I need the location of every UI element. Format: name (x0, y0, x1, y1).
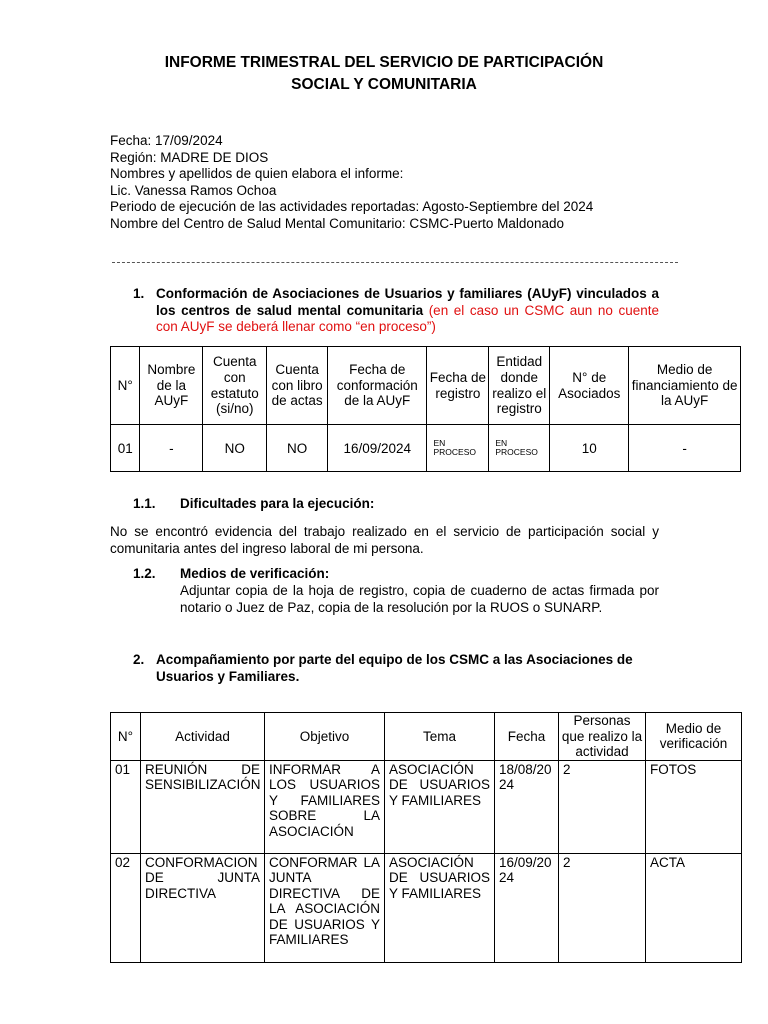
acompanamiento-header-cell: N° (111, 713, 141, 761)
section-1-heading (133, 286, 659, 336)
dificultades-text: No se encontró evidencia del trabajo realizado en el servicio de participación social y comunitaria antes del ingreso laboral de mi persona. (110, 524, 659, 556)
table-cell: ASOCIACIÓN DE USUARIOS Y FAMILIARES (385, 760, 495, 853)
subsection-1-2-number: 1.2. (133, 566, 156, 581)
auyf-header-cell: Nombre de la AUyF (140, 347, 203, 425)
table-cell: 01 (111, 425, 140, 472)
acompanamiento-header-cell: Medio de verificación (646, 713, 742, 761)
dashed-divider (112, 262, 678, 263)
table-row (111, 425, 741, 472)
table-cell: 16/09/2024 (328, 425, 427, 472)
acompanamiento-header-cell: Personas que realizo la actividad (559, 713, 646, 761)
table-cell: CONFORMACION DE JUNTA DIRECTIVA (141, 853, 265, 962)
table-cell: INFORMAR A LOS USUARIOS Y FAMILIARES SOBRE LA ASOCIACIÓN (265, 760, 385, 853)
table-cell: REUNIÓN DE SENSIBILIZACIÓN (141, 760, 265, 853)
table-cell: CONFORMAR LA JUNTA DIRECTIVA DE LA ASOCIACIÓN DE USUARIOS Y FAMILIARES (265, 853, 385, 962)
subsection-1-2-heading: Medios de verificación: (180, 566, 330, 581)
table-cell: - (140, 425, 203, 472)
table-cell: NO (203, 425, 267, 472)
auyf-header-row (111, 347, 741, 425)
acompanamiento-header-cell: Objetivo (265, 713, 385, 761)
auyf-header-cell: Fecha de registro (427, 347, 489, 425)
table-cell: 2 (559, 760, 646, 853)
report-info (110, 133, 670, 233)
subsection-1-1-number: 1.1. (133, 496, 156, 511)
auyf-header-cell: Cuenta con estatuto (si/no) (203, 347, 267, 425)
table-cell: FOTOS (646, 760, 742, 853)
acompanamiento-table (110, 712, 742, 963)
acompanamiento-header-cell: Fecha (495, 713, 559, 761)
auyf-table (110, 346, 741, 472)
periodo-line: Periodo de ejecución de las actividades reportadas: Agosto-Septiembre del 2024 (110, 199, 594, 215)
auyf-header-cell: Cuenta con libro de actas (267, 347, 328, 425)
table-cell: ACTA (646, 853, 742, 962)
title-line-2: SOCIAL Y COMUNITARIA (291, 76, 477, 93)
table-row (111, 853, 742, 962)
subsection-1-1-heading: Dificultades para la ejecución: (180, 496, 375, 511)
auyf-header-cell: Fecha de conformación de la AUyF (328, 347, 427, 425)
section-2-number: 2. (133, 652, 145, 667)
table-cell: 10 (550, 425, 629, 472)
table-cell: EN PROCESO (427, 425, 489, 472)
medios-text: Adjuntar copia de la hoja de registro, copia de cuaderno de actas firmada por notario o Juez de Paz, copia de la resolución por la RUOS o SUNARP. (180, 583, 659, 615)
nombres-label: Nombres y apellidos de quien elabora el informe: (110, 166, 404, 182)
table-cell: - (629, 425, 741, 472)
centro-line: Nombre del Centro de Salud Mental Comunitario: CSMC-Puerto Maldonado (110, 215, 564, 231)
table-cell: ASOCIACIÓN DE USUARIOS Y FAMILIARES (385, 853, 495, 962)
acompanamiento-header-cell: Tema (385, 713, 495, 761)
table-cell: NO (267, 425, 328, 472)
section-2-heading (133, 652, 659, 685)
table-cell: 02 (111, 853, 141, 962)
section-1-note: (en el caso un CSMC aun no cuente con AUyF se deberá llenar como “en proceso”) (156, 302, 659, 334)
table-cell: 2 (559, 853, 646, 962)
section-1-title: Conformación de Asociaciones de Usuarios y familiares (AUyF) vinculados a los centros de salud mental comunitaria (156, 286, 659, 318)
auyf-header-cell: N° de Asociados (550, 347, 629, 425)
fecha-line: Fecha: 17/09/2024 (110, 133, 223, 148)
region-line: Región: MADRE DE DIOS (110, 149, 269, 165)
acompanamiento-header-row (111, 713, 742, 761)
auyf-header-cell: N° (111, 347, 140, 425)
table-cell: EN PROCESO (489, 425, 550, 472)
acompanamiento-header-cell: Actividad (141, 713, 265, 761)
auyf-header-cell: Entidad donde realizo el registro (489, 347, 550, 425)
nombres-value: Lic. Vanessa Ramos Ochoa (110, 182, 277, 198)
section-1-number: 1. (133, 286, 145, 301)
auyf-header-cell: Medio de financiamiento de la AUyF (629, 347, 741, 425)
table-row (111, 760, 742, 853)
title-line-1: INFORME TRIMESTRAL DEL SERVICIO DE PARTICIPACIÓN (164, 54, 604, 71)
table-cell: 16/09/2024 (495, 853, 559, 962)
section-2-title: Acompañamiento por parte del equipo de los CSMC a las Asociaciones de Usuarios y Familiares. (156, 652, 633, 684)
table-cell: 01 (111, 760, 141, 853)
document-title (0, 52, 768, 96)
table-cell: 18/08/2024 (495, 760, 559, 853)
